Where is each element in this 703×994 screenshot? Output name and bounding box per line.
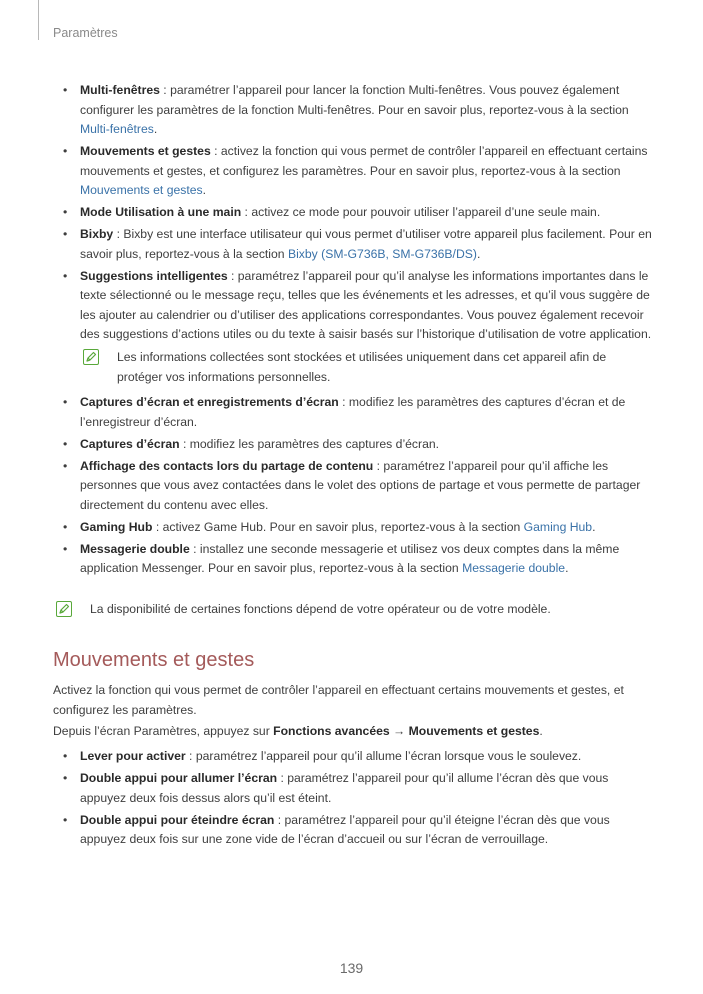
page-number: 139: [339, 960, 364, 976]
pencil-note-icon: [56, 601, 72, 617]
list-item: [0, 225, 703, 264]
item-text: : modifiez les paramètres des captures d’écran et de l’enregistreur d’écran.: [80, 395, 626, 429]
item-text: : activez Game Hub. Pour en savoir plus, reportez-vous à la section: [152, 519, 524, 534]
availability-note: [90, 599, 653, 619]
item-text: : paramétrez l’appareil pour qu’il éteigne l’écran dès que vous appuyez deux fois sur une zone vide de l’écran d’accueil ou sur l’écran de verrouillage.: [80, 812, 610, 846]
path-advanced-features: Fonctions avancées: [273, 724, 390, 738]
item-end: .: [565, 561, 569, 575]
item-end: .: [202, 183, 207, 197]
section-title: Mouvements et gestes: [53, 649, 255, 671]
item-text: : activez la fonction qui vous permet de contrôler l’appareil en effectuant certains mouvements et gestes, et configurez les paramètres. Pour en savoir plus, reportez-vous à la section: [80, 144, 648, 178]
item-text: : installez une seconde messagerie et utilisez vos deux comptes dans la même application Messenger. Pour en savoir plus, reportez-vous à la section: [80, 541, 620, 575]
path-motions-gestures: Mouvements et gestes: [408, 724, 540, 738]
note-text: Les informations collectées sont stockées et utilisées uniquement dans cet appareil afin de protéger vos informations personnelles.: [117, 350, 607, 384]
item-text: : paramétrez l’appareil pour qu’il allume l’écran lorsque vous le soulevez.: [185, 749, 582, 763]
item-term: Gaming Hub: [80, 519, 153, 534]
item-end: .: [476, 246, 481, 261]
item-term: Affichage des contacts lors du partage de contenu: [80, 458, 374, 473]
section-intro: Activez la fonction qui vous permet de contrôler l’appareil en effectuant certains mouvements et gestes, et configurez les paramètres.: [53, 683, 624, 717]
item-term: Captures d’écran: [80, 436, 180, 451]
list-item: [0, 203, 703, 223]
item-text: : paramétrez l’appareil pour qu’il analyse les informations importantes dans le texte sélectionné ou le message reçu, telles que les événements et les adresses, et qu’il vous suggère de les ajouter au calendrier ou d’utiliser des applications correspondantes. Vous pouvez également recevoir des suggestions d’actions utiles ou du texte à saisir basés sur l’historique d’utilisation de votre application.: [80, 268, 652, 341]
settings-path: [53, 722, 653, 742]
list-item: [0, 457, 703, 516]
pencil-note-icon: [83, 349, 99, 365]
path-arrow: →: [389, 724, 409, 738]
header-divider: [38, 0, 39, 40]
note-text: La disponibilité de certaines fonctions dépend de votre opérateur ou de votre modèle.: [90, 602, 551, 616]
item-text: : modifiez les paramètres des captures d’écran.: [179, 436, 440, 451]
section-link[interactable]: Mouvements et gestes: [80, 183, 203, 197]
note-container: [0, 347, 703, 387]
note: [117, 347, 653, 387]
item-term: Double appui pour éteindre écran: [80, 812, 275, 827]
item-text: : paramétrez l’appareil pour qu’il allume l’écran dès que vous appuyez deux fois dessus alors qu’il est éteint.: [80, 771, 609, 805]
item-term: Lever pour activer: [80, 749, 186, 763]
list-item: [0, 267, 703, 345]
section-link[interactable]: Multi-fenêtres: [80, 122, 154, 136]
item-end: .: [153, 122, 158, 136]
item-text: : activez ce mode pour pouvoir utiliser l’appareil d’une seule main.: [241, 205, 601, 219]
item-text: : paramétrer l’appareil pour lancer la fonction Multi-fenêtres. Vous pouvez également configurer les paramètres de la fonction Multi-fenêtres. Pour en savoir plus, reportez-vous à la section: [80, 83, 629, 117]
section-link[interactable]: Gaming Hub: [523, 519, 593, 534]
item-text: : paramétrez l’appareil pour qu’il affiche les personnes que vous avez contactées dans le volet des options de partage et vous permette de partager directement du contenu avec elles.: [80, 458, 641, 512]
list-item: [0, 81, 703, 140]
item-end: .: [592, 519, 596, 534]
item-term: Multi-fenêtres: [80, 83, 160, 97]
item-term: Mouvements et gestes: [80, 144, 211, 158]
list-item: [0, 811, 703, 850]
item-term: Messagerie double: [80, 541, 190, 556]
list-item: [0, 769, 703, 808]
path-end: .: [539, 724, 543, 738]
settings-list: [0, 81, 703, 581]
gesture-list: [0, 747, 703, 852]
list-item: [0, 518, 703, 538]
path-prefix: Depuis l’écran Paramètres, appuyez sur: [53, 724, 274, 738]
list-item: [0, 540, 703, 579]
list-item: [0, 747, 703, 767]
item-term: Bixby: [80, 227, 114, 241]
section-link[interactable]: Messagerie double: [462, 561, 566, 575]
list-item: [0, 393, 703, 432]
item-text: : Bixby est une interface utilisateur qui vous permet d’utiliser votre appareil plus facilement. Pour en savoir plus, reportez-vous à la section: [80, 227, 652, 261]
item-term: Suggestions intelligentes: [80, 268, 228, 283]
section-link[interactable]: Bixby (SM-G736B, SM-G736B/DS): [287, 246, 477, 261]
list-item: [0, 142, 703, 201]
list-item: [0, 435, 703, 455]
item-term: Double appui pour allumer l’écran: [80, 771, 278, 785]
page-header: Paramètres: [53, 26, 118, 40]
item-term: Mode Utilisation à une main: [80, 205, 242, 219]
item-term: Captures d’écran et enregistrements d’écran: [80, 395, 339, 409]
